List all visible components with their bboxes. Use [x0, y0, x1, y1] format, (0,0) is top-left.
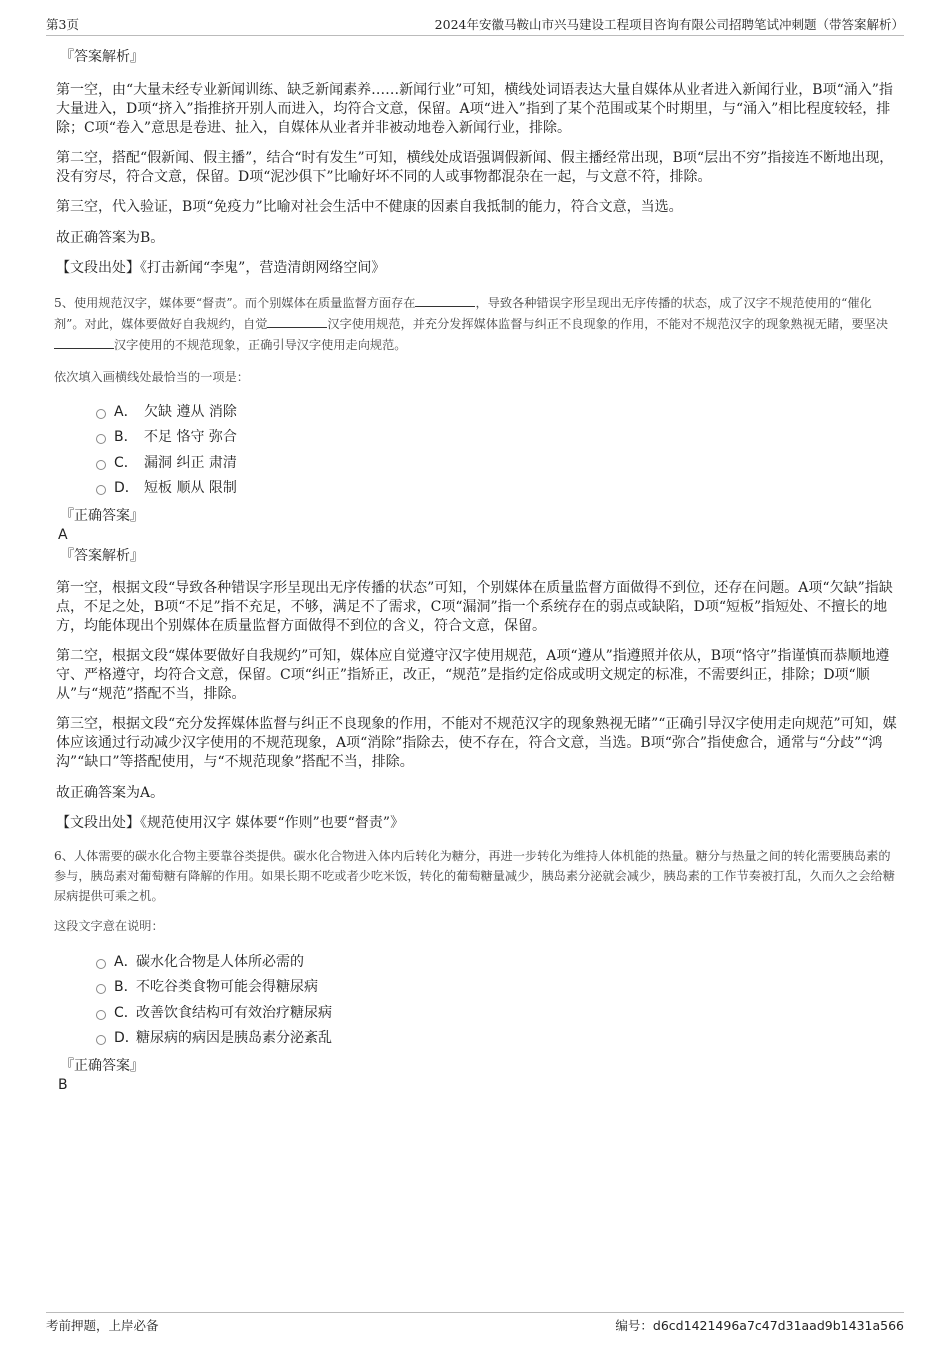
- correct-answer: A: [58, 527, 68, 543]
- page-footer: [46, 1312, 904, 1335]
- option-c[interactable]: C． 漏洞 纠正 肃清: [96, 449, 898, 475]
- option-a[interactable]: A． 欠缺 遵从 消除: [96, 398, 898, 424]
- fill-blank: [267, 313, 327, 328]
- question-text: 6、人体需要的碳水化合物主要靠谷类提供。碳水化合物进入体内后转化为糖分，再进一步转化为维持人体机能的热量。糖分与热量之间的转化需要胰岛素的参与，胰岛素对葡萄糖有降解的作用。如果长期不吃或者少吃米饭，转化的葡萄糖量减少，胰岛素分泌就会减少，胰岛素的工作节奏被打乱，久而久之会给糖尿病提供可乘之机。: [54, 849, 895, 903]
- analysis-heading: 『答案解析』: [60, 49, 144, 65]
- option-d[interactable]: D． 短板 顺从 限制: [96, 475, 898, 501]
- analysis-heading: 『答案解析』: [60, 548, 144, 564]
- option-b[interactable]: B． 不足 恪守 弥合: [96, 424, 898, 450]
- fill-blank: [54, 334, 114, 349]
- page-number: 第3页: [46, 17, 79, 32]
- question-prompt: 依次填入画横线处最恰当的一项是：: [54, 370, 249, 384]
- source-citation: 【文段出处】《规范使用汉字 媒体要“作则”也要“督责”》: [56, 815, 405, 831]
- document-title: 2024年安徽马鞍山市兴马建设工程项目咨询有限公司招聘笔试冲刺题（带答案解析）: [434, 17, 904, 32]
- correct-answer: B: [58, 1077, 68, 1093]
- option-b[interactable]: B． 不吃谷类食物可能会得糖尿病: [96, 974, 898, 1000]
- option-list: [96, 948, 898, 1050]
- footer-slogan: 考前押题，上岸必备: [46, 1318, 159, 1333]
- correct-answer-heading: 『正确答案』: [60, 508, 144, 524]
- document-code: 编号：d6cd1421496a7c47d31aad9b1431a566: [615, 1318, 904, 1333]
- analysis-paragraph: 第二空，搭配“假新闻、假主播”，结合“时有发生”可知，横线处成语强调假新闻、假主播经常出现，B项“层出不穷”指接连不断地出现，没有穷尽，符合文意，保留。D项“泥沙俱下”比喻好坏不同的人或事物都混杂在一起，与文意不符，排除。: [56, 150, 894, 185]
- question-prompt: 这段文字意在说明：: [54, 919, 164, 933]
- page-header: [46, 13, 904, 36]
- radio-icon[interactable]: [96, 984, 106, 994]
- option-a[interactable]: A． 碳水化合物是人体所必需的: [96, 948, 898, 974]
- radio-icon[interactable]: [96, 959, 106, 969]
- radio-icon[interactable]: [96, 434, 106, 444]
- fill-blank: [415, 292, 475, 307]
- radio-icon[interactable]: [96, 485, 106, 495]
- document-body: [56, 46, 898, 1094]
- option-c[interactable]: C． 改善饮食结构可有效治疗糖尿病: [96, 999, 898, 1025]
- option-list: [96, 398, 898, 500]
- analysis-paragraph: 第一空，由“大量未经专业新闻训练、缺乏新闻素养……新闻行业”可知，横线处词语表达大量自媒体从业者进入新闻行业，B项“涌入”指大量进入，D项“挤入”指推挤开别人而进入，均符合文意，保留。A项“进入”指到了某个范围或某个时期里，与“涌入”相比程度较轻，排除；C项“卷入”意思是卷进、扯入，自媒体从业者并非被动地卷入新闻行业，排除。: [56, 82, 893, 136]
- radio-icon[interactable]: [96, 1010, 106, 1020]
- correct-answer-heading: 『正确答案』: [60, 1058, 144, 1074]
- radio-icon[interactable]: [96, 460, 106, 470]
- analysis-paragraph: 第一空，根据文段“导致各种错误字形呈现出无序传播的状态”可知，个别媒体在质量监督方面做得不到位，还存在问题。A项“欠缺”指缺点，不足之处，B项“不足”指不充足，不够，满足不了需求，C项“漏洞”指一个系统存在的弱点或缺陷，D项“短板”指短处、不擅长的地方，均能体现出个别媒体在质量监督方面做得不到位的含义，符合文意，保留。: [56, 580, 893, 634]
- answer-conclusion: 故正确答案为B。: [56, 230, 165, 246]
- radio-icon[interactable]: [96, 409, 106, 419]
- answer-conclusion: 故正确答案为A。: [56, 785, 165, 801]
- analysis-paragraph: 第三空，代入验证，B项“免疫力”比喻对社会生活中不健康的因素自我抵制的能力，符合文意，当选。: [56, 199, 683, 215]
- question-text: 5、使用规范汉字，媒体要“督责”。而个别媒体在质量监督方面存在 ，导致各种错误字形呈现出无序传播的状态，成了汉字不规范使用的“催化剂”。对此，媒体要做好自我规约，自觉 汉字使用规范，并充分发挥媒体监督与纠正不良现象的作用，不能对不规范汉字的现象熟视无睹，要坚决汉字使用的不规范现象，正确引导汉字使用走向规范。: [54, 292, 898, 355]
- option-d[interactable]: D． 糖尿病的病因是胰岛素分泌紊乱: [96, 1025, 898, 1051]
- analysis-paragraph: 第二空，根据文段“媒体要做好自我规约”可知，媒体应自觉遵守汉字使用规范，A项“遵从”指遵照并依从，B项“恪守”指谨慎而恭顺地遵守、严格遵守，均符合文意，保留。C项“纠正”指矫正，改正，“规范”是指约定俗成或明文规定的标准，不需要纠正，排除；D项“顺从”与“规范”搭配不当，排除。: [56, 648, 890, 702]
- source-citation: 【文段出处】《打击新闻“李鬼”，营造清朗网络空间》: [56, 260, 386, 276]
- analysis-paragraph: 第三空，根据文段“充分发挥媒体监督与纠正不良现象的作用，不能对不规范汉字的现象熟视无睹”“正确引导汉字使用走向规范”可知，媒体应该通过行动减少汉字使用的不规范现象，A项“消除”指除去，使不存在，符合文意，当选。B项“弥合”指使愈合，通常与“分歧”“鸿沟”“缺口”等搭配使用，与“不规范现象”搭配不当，排除。: [56, 716, 897, 770]
- radio-icon[interactable]: [96, 1035, 106, 1045]
